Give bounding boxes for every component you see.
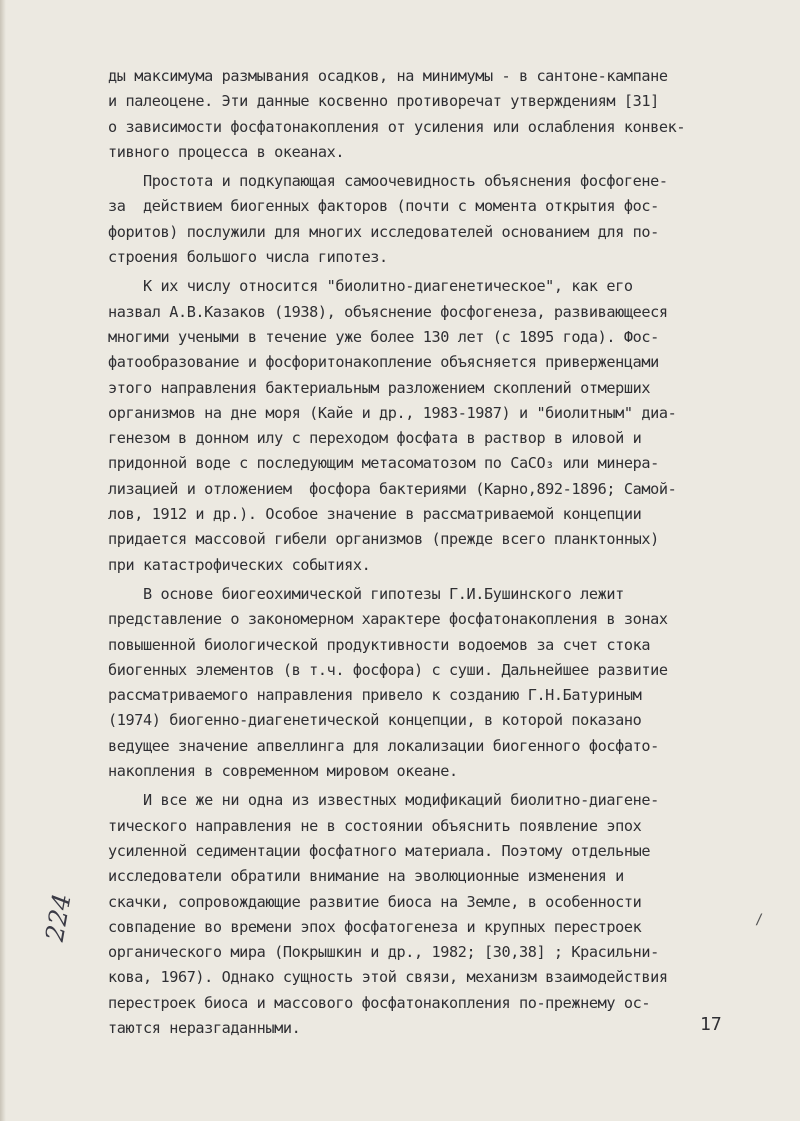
text-line: И все же ни одна из известных модификаций биолитно-диагене- xyxy=(108,791,659,810)
text-line: ведущее значение апвеллинга для локализации биогенного фосфато- xyxy=(108,736,659,755)
text-line: при катастрофических событиях. xyxy=(108,555,371,574)
text-line: организмов на дне моря (Кайе и др., 1983-1987) и "биолитным" диа- xyxy=(108,403,677,422)
text-line: ды максимума размывания осадков, на минимумы - в сантоне-кампане xyxy=(108,67,668,85)
text-line: строения большого числа гипотез. xyxy=(108,248,388,267)
margin-mark: / xyxy=(755,912,764,928)
text-line: усиленной седиментации фосфатного материала. Поэтому отдельные xyxy=(108,841,651,860)
text-line: назвал А.В.Казаков (1938), объяснение фосфогенеза, развивающееся xyxy=(108,302,668,321)
text-line: таются неразгаданными. xyxy=(108,1018,301,1037)
text-line: (1974) биогенно-диагенетической концепции, в которой показано xyxy=(108,711,642,730)
text-line: и палеоцене. Эти данные косвенно противоречат утверждениям [31] xyxy=(108,92,659,111)
text-line: лизацией и отложением фосфора бактериями (Карно,892-1896; Самой- xyxy=(108,479,677,498)
text-line: генезом в донном илу с переходом фосфата в раствор в иловой и xyxy=(108,429,642,448)
body-text xyxy=(108,64,768,1041)
text-line: перестроек биоса и массового фосфатонакопления по-прежнему ос- xyxy=(108,993,651,1012)
page-number: 17 xyxy=(700,1014,722,1035)
text-line: тивного процесса в океанах. xyxy=(108,142,345,161)
text-line: биогенных элементов (в т.ч. фосфора) с суши. Дальнейшее развитие xyxy=(108,660,668,679)
text-line: этого направления бактериальным разложением скоплений отмерших xyxy=(108,378,651,397)
text-line: Простота и подкупающая самоочевидность объяснения фосфогене- xyxy=(108,172,668,191)
text-line: форитов) послужили для многих исследователей основанием для по- xyxy=(108,222,659,241)
text-line: за действием биогенных факторов (почти с момента открытия фос- xyxy=(108,197,659,216)
text-line: скачки, сопровождающие развитие биоса на Земле, в особенности xyxy=(108,892,642,911)
text-line: фатообразование и фосфоритонакопление объясняется приверженцами xyxy=(108,353,659,372)
text-line: о зависимости фосфатонакопления от усиления или ослабления конвек- xyxy=(108,117,686,136)
text-line: совпадение во времени эпох фосфатогенеза и крупных перестроек xyxy=(108,917,642,936)
text-line: представление о закономерном характере фосфатонакопления в зонах xyxy=(108,610,668,629)
text-line: лов, 1912 и др.). Особое значение в рассматриваемой концепции xyxy=(108,505,642,524)
text-line: В основе биогеохимической гипотезы Г.И.Бушинского лежит xyxy=(108,584,624,603)
text-line: кова, 1967). Однако сущность этой связи, механизм взаимодействия xyxy=(108,968,668,987)
text-line: К их числу относится "биолитно-диагенетическое", как его xyxy=(108,277,633,296)
text-line: придонной воде с последующим метасоматозом по CaCO₃ или минера- xyxy=(108,454,659,473)
text-line: рассматриваемого направления привело к созданию Г.Н.Батуриным xyxy=(108,686,642,705)
text-line: исследователи обратили внимание на эволюционные изменения и xyxy=(108,867,624,886)
handwritten-folio-number: 224 xyxy=(39,891,77,944)
text-line: повышенной биологической продуктивности водоемов за счет стока xyxy=(108,635,651,654)
text-line: накопления в современном мировом океане. xyxy=(108,762,458,781)
text-line: многими учеными в течение уже более 130 лет (с 1895 года). Фос- xyxy=(108,327,659,346)
text-line: тического направления не в состоянии объяснить появление эпох xyxy=(108,816,642,835)
text-line: органического мира (Покрышкин и др., 1982; [30,38] ; Красильни- xyxy=(108,943,659,962)
text-line: придается массовой гибели организмов (прежде всего планктонных) xyxy=(108,530,659,549)
